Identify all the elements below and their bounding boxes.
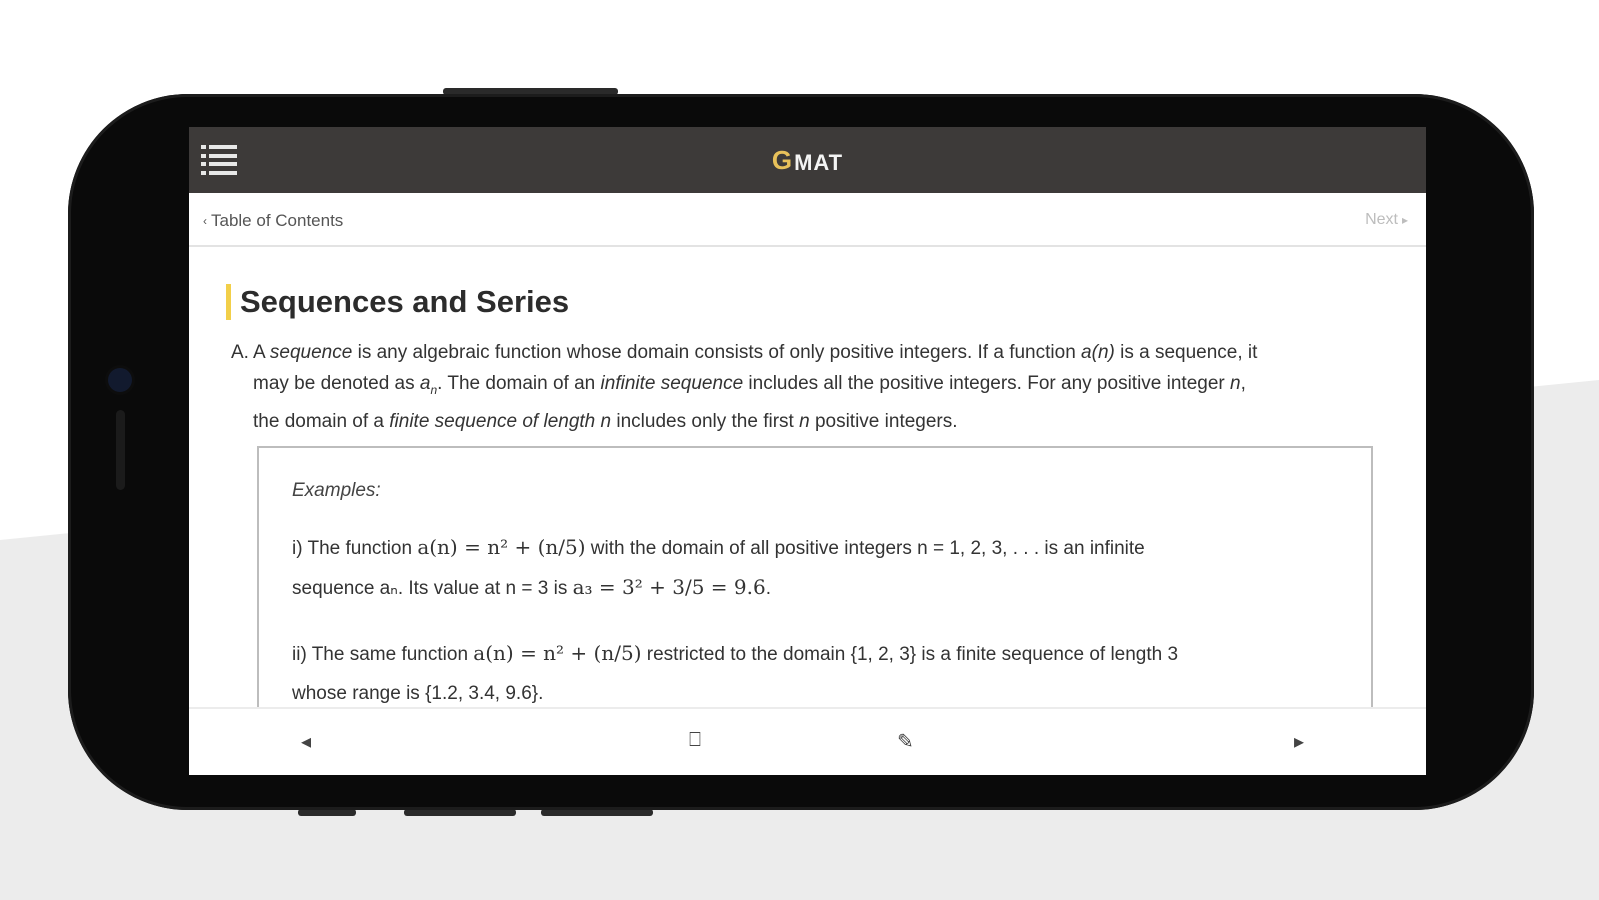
section-heading — [226, 283, 569, 321]
term-sequence: sequence — [269, 342, 353, 363]
section-title: Sequences and Series — [240, 284, 570, 319]
logo-letter: G — [771, 144, 794, 175]
phone-bottom-button-3 — [541, 809, 653, 816]
example-item-2 — [292, 634, 1332, 707]
app-screen — [189, 127, 1426, 775]
subscript-n: n — [430, 382, 438, 397]
text-run: , — [1240, 373, 1246, 394]
definition-text — [253, 337, 1381, 437]
text-run: sequence aₙ. Its value at n = 3 is — [292, 578, 573, 599]
phone-bottom-button-2 — [404, 809, 516, 816]
paragraph-line-1 — [253, 337, 1381, 368]
text-run: is any algebraic function whose domain consists of only positive integers. If a function — [352, 342, 1082, 363]
math-formula: a(n) = n² + (n/5) — [417, 535, 586, 559]
text-run: includes all the positive integers. For any positive integer — [743, 373, 1231, 394]
text-run: with the domain of all positive integers n = 1, 2, 3, . . . is an infinite — [585, 538, 1145, 559]
next-page-icon[interactable]: ▸ — [1294, 731, 1305, 753]
paragraph-line-3 — [253, 406, 1381, 437]
phone-bottom-button-1 — [298, 809, 356, 816]
lesson-content — [189, 247, 1426, 707]
text-run: ii) The same function — [292, 644, 474, 665]
heading-accent-bar — [226, 284, 231, 320]
previous-page-icon[interactable]: ◂ — [301, 731, 312, 753]
text-run: positive integers. — [809, 410, 958, 432]
bottom-toolbar — [189, 707, 1426, 775]
pencil-icon[interactable]: ✎ — [897, 731, 914, 753]
term-infinite-sequence: infinite sequence — [600, 373, 744, 394]
table-of-contents-link[interactable] — [203, 211, 343, 231]
example-item-1 — [292, 528, 1332, 608]
text-run: the domain of a — [253, 410, 390, 432]
chevron-left-icon: ‹ — [203, 214, 207, 228]
example-1-line-2 — [292, 568, 1332, 608]
text-run: . — [765, 578, 771, 599]
text-run: includes only the first — [611, 410, 800, 432]
navigation-bar — [189, 193, 1426, 247]
paragraph-line-2 — [253, 368, 1381, 406]
next-link[interactable] — [1365, 211, 1408, 229]
toc-label: Table of Contents — [211, 211, 344, 230]
logo-text: MAT — [794, 149, 844, 175]
app-logo — [772, 145, 843, 176]
text-run: . The domain of an — [437, 373, 601, 394]
text-run: is a sequence, it — [1114, 342, 1258, 363]
example-2-line-1 — [292, 634, 1332, 674]
text-run: A — [253, 342, 270, 363]
term-a-of-n: a(n) — [1081, 342, 1115, 363]
term-n: n — [1230, 373, 1241, 394]
chevron-right-icon: ▸ — [1401, 213, 1408, 227]
definition-paragraph — [231, 337, 1381, 437]
term-finite-sequence: finite sequence of length n — [389, 410, 612, 432]
text-run: i) The function — [292, 538, 418, 559]
text-run: may be denoted as — [253, 373, 420, 394]
app-header — [189, 127, 1426, 193]
next-label: Next — [1365, 211, 1398, 228]
phone-camera — [108, 368, 132, 392]
term-a: a — [419, 373, 431, 394]
example-1-line-1 — [292, 528, 1332, 568]
math-formula: a(n) = n² + (n/5) — [473, 641, 642, 665]
bookmark-icon[interactable]: ⎕ — [689, 729, 701, 751]
examples-title: Examples: — [292, 480, 381, 501]
term-n: n — [799, 410, 810, 432]
example-2-line-2: whose range is {1.2, 3.4, 9.6}. — [292, 683, 544, 704]
list-menu-icon[interactable] — [201, 145, 237, 175]
math-formula: a₃ = 3² + 3/5 = 9.6 — [572, 575, 766, 599]
phone-speaker — [116, 410, 125, 490]
item-label: A. — [231, 342, 249, 363]
text-run: restricted to the domain {1, 2, 3} is a finite sequence of length 3 — [641, 644, 1179, 665]
examples-box — [257, 446, 1373, 707]
